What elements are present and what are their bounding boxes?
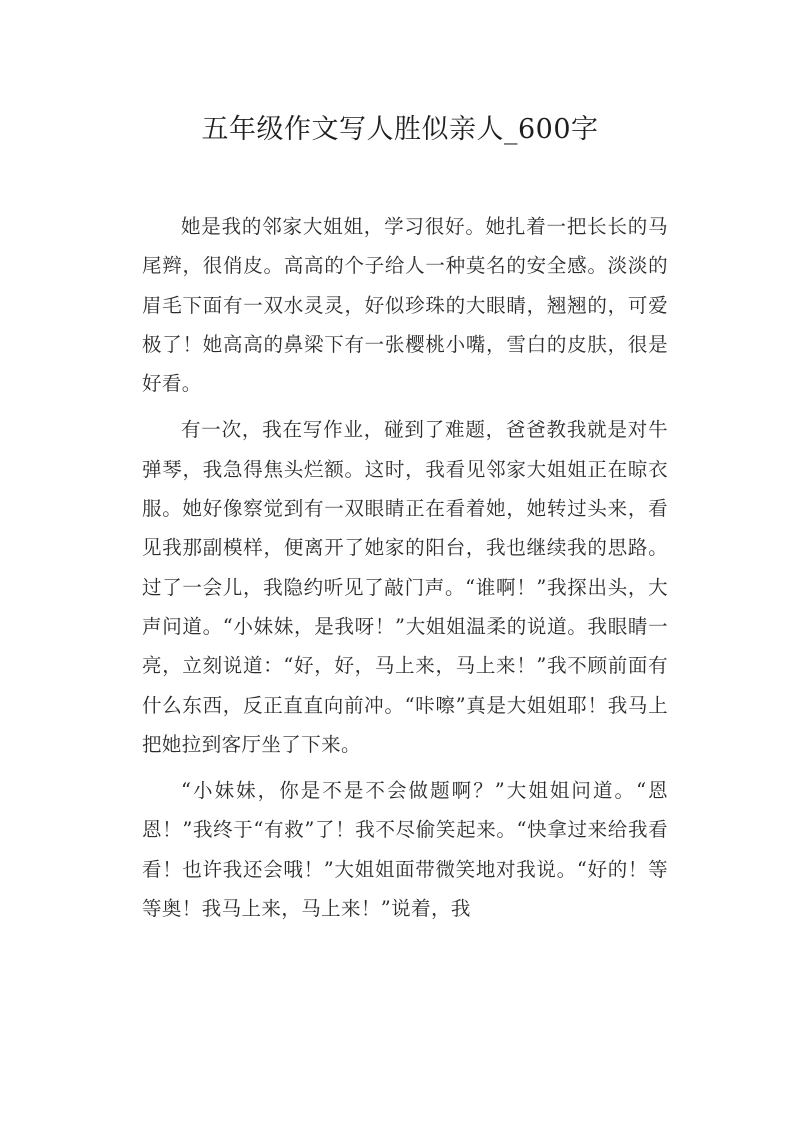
paragraph-2: 有一次，我在写作业，碰到了难题，爸爸教我就是对牛弹琴，我急得焦头烂额。这时，我看见邻家大姐姐正在晾衣服。她好像察觉到有一双眼睛正在看着她，她转过头来，看见我那副模样，便离开了她家的阳台，我也继续我的思路。过了一会儿，我隐约听见了敲门声。“谁啊！”我探出头，大声问道。“小妹妹，是我呀！”大姐姐温柔的说道。我眼睛一亮，立刻说道：“好，好，马上来，马上来！”我不顾前面有什么东西，反正直直向前冲。“咔嚓”真是大姐姐耶！我马上把她拉到客厅坐了下来。 bbox=[142, 418, 668, 756]
paragraph-3: “小妹妹，你是不是不会做题啊？”大姐姐问道。“恩恩！”我终于“有救”了！我不尽偷笑起来。“快拿过来给我看看！也许我还会哦！”大姐姐面带微笑地对我说。“好的！等等奥！我马上来，马上来！”说着，我 bbox=[142, 779, 668, 921]
document-body bbox=[142, 207, 668, 935]
paragraph-1: 她是我的邻家大姐姐，学习很好。她扎着一把长长的马尾辫，很俏皮。高高的个子给人一种莫名的安全感。淡淡的眉毛下面有一双水灵灵，好似珍珠的大眼睛，翘翘的，可爱极了！她高高的鼻梁下有一张樱桃小嘴，雪白的皮肤，很是好看。 bbox=[142, 215, 668, 396]
document-title: 五年级作文写人胜似亲人_600字 bbox=[201, 114, 599, 145]
